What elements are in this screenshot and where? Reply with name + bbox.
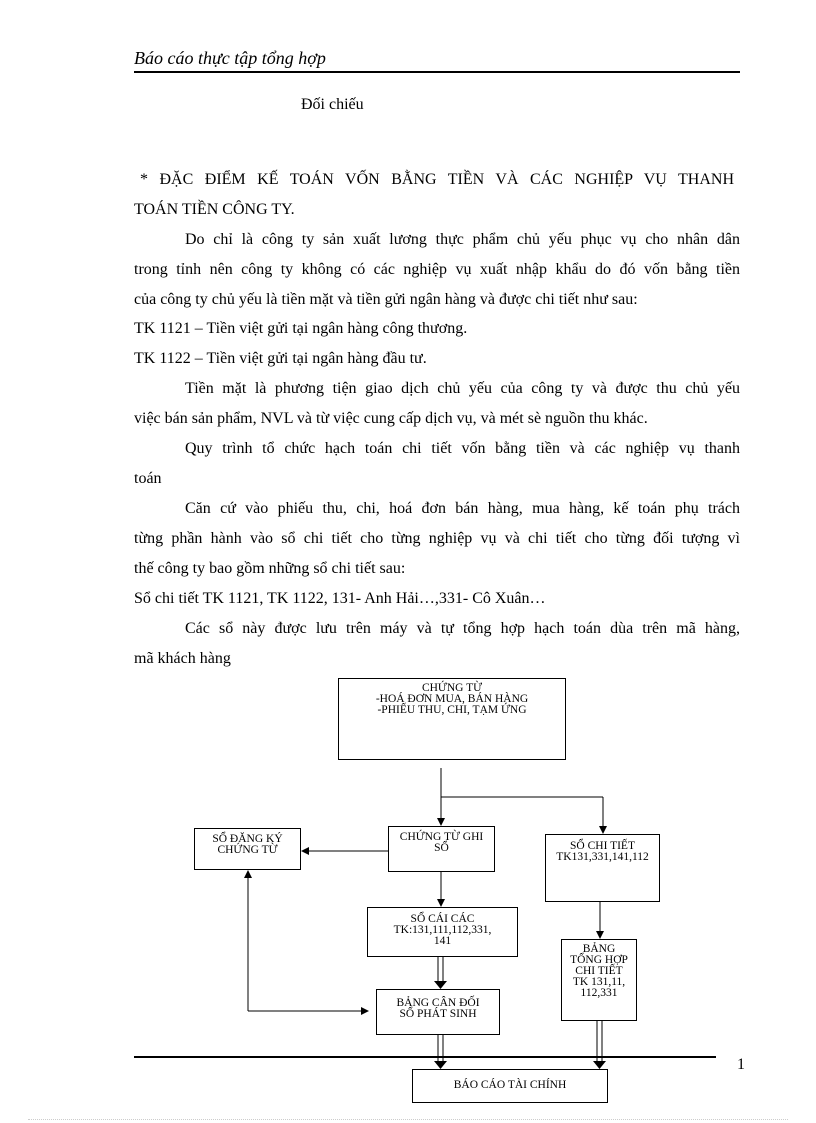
box-label: CHI TIẾT — [575, 965, 623, 977]
box-label: CHỨNG TỪ GHI — [399, 831, 484, 843]
box-chung-tu — [338, 678, 566, 760]
paragraph-line: Căn cứ vào phiếu thu, chi, hoá đơn bán hàng, mua hàng, kế toán phụ trách — [185, 500, 740, 517]
box-label: TỔNG HỢP — [570, 954, 628, 966]
box-label: -HOÁ ĐƠN MUA, BÁN HÀNG — [375, 693, 529, 705]
paragraph-line: Quy trình tổ chức hạch toán chi tiết vốn bằng tiền và các nghiệp vụ thanh — [185, 440, 740, 457]
box-label: 141 — [433, 935, 452, 947]
paragraph-line: toán — [134, 470, 162, 487]
paragraph-line: của công ty chủ yếu là tiền mặt và tiền gửi ngân hàng và được chi tiết như sau: — [134, 291, 638, 308]
box-label: CHỨNG TỪ — [217, 844, 278, 856]
box-label: TK 131,11, — [572, 976, 626, 988]
paragraph-line: Các sổ này được lưu trên máy và tự tổng hợp hạch toán dùa trên mã hàng, — [185, 620, 740, 637]
box-label: SỔ — [434, 842, 449, 854]
box-label: SỔ CHI TIẾT — [570, 840, 635, 852]
box-label: CHỨNG TỪ — [421, 682, 483, 694]
paragraph-line: TK 1121 – Tiền việt gửi tại ngân hàng công thương. — [134, 320, 468, 337]
box-label: TK131,331,141,112 — [556, 851, 649, 863]
paragraph-line: Do chỉ là công ty sản xuất lương thực phẩm chủ yếu phục vụ cho nhân dân — [185, 231, 740, 248]
paragraph-line: TK 1122 – Tiền việt gửi tại ngân hàng đầu tư. — [134, 350, 427, 367]
page-number: 1 — [737, 1056, 745, 1073]
paragraph-line: từng phần hành vào sổ chi tiết cho từng nghiệp vụ và chi tiết cho từng đối tượng vì — [134, 530, 740, 547]
paragraph-line: Sổ chi tiết TK 1121, TK 1122, 131- Anh Hải…,331- Cô Xuân… — [134, 590, 546, 607]
box-label: TK:131,111,112,331, — [393, 924, 492, 936]
header-rule — [134, 71, 740, 73]
box-label: -PHIẾU THU, CHI, TẠM ỨNG — [377, 704, 527, 716]
box-label: SỔ PHÁT SINH — [399, 1008, 477, 1020]
box-so-cai — [367, 907, 518, 957]
arrowhead-cando — [434, 981, 447, 989]
box-label: SỔ CÁI CÁC — [410, 913, 475, 925]
box-label: BÁO CÁO TÀI CHÍNH — [453, 1079, 567, 1091]
paragraph-line: mã khách hàng — [134, 650, 231, 667]
box-so-chi-tiet — [545, 834, 660, 902]
arrowhead-baocao-right — [593, 1061, 606, 1069]
box-bang-can-doi — [376, 989, 500, 1035]
box-so-dang-ky — [194, 828, 301, 870]
bottom-dotted-rule — [28, 1119, 788, 1120]
box-label: 112,331 — [580, 987, 618, 999]
box-label: BẢNG CÂN ĐỐI — [396, 997, 480, 1009]
box-label: BẢNG — [582, 943, 616, 955]
box-bang-tong-hop — [561, 939, 637, 1021]
paragraph-line: trong tỉnh nên công ty không có các nghiệp vụ xuất nhập khẩu do đó vốn bằng tiền — [134, 261, 740, 278]
section-heading-line-1: * ĐẶC ĐIỂM KẾ TOÁN VỐN BẰNG TIỀN VÀ CÁC NGHIỆP VỤ THANH — [140, 171, 734, 188]
box-bao-cao-tai-chinh — [412, 1069, 608, 1103]
section-heading-line-2: TOÁN TIỀN CÔNG TY. — [134, 201, 295, 218]
box-label: SỔ ĐĂNG KÝ — [212, 833, 283, 845]
paragraph-line: việc bán sản phẩm, NVL và từ việc cung cấp dịch vụ, và mét sè nguồn thu khác. — [134, 410, 648, 427]
box-chung-tu-ghi-so — [388, 826, 495, 872]
paragraph-line: Tiền mặt là phương tiện giao dịch chủ yếu của công ty và được thu chủ yếu — [185, 380, 740, 397]
arrowhead-baocao-left — [434, 1061, 447, 1069]
paragraph-line: thế công ty bao gồm những sổ chi tiết sau: — [134, 560, 406, 577]
doi-chieu-text: Đối chiếu — [301, 96, 364, 113]
header-title: Báo cáo thực tập tổng hợp — [134, 48, 326, 68]
